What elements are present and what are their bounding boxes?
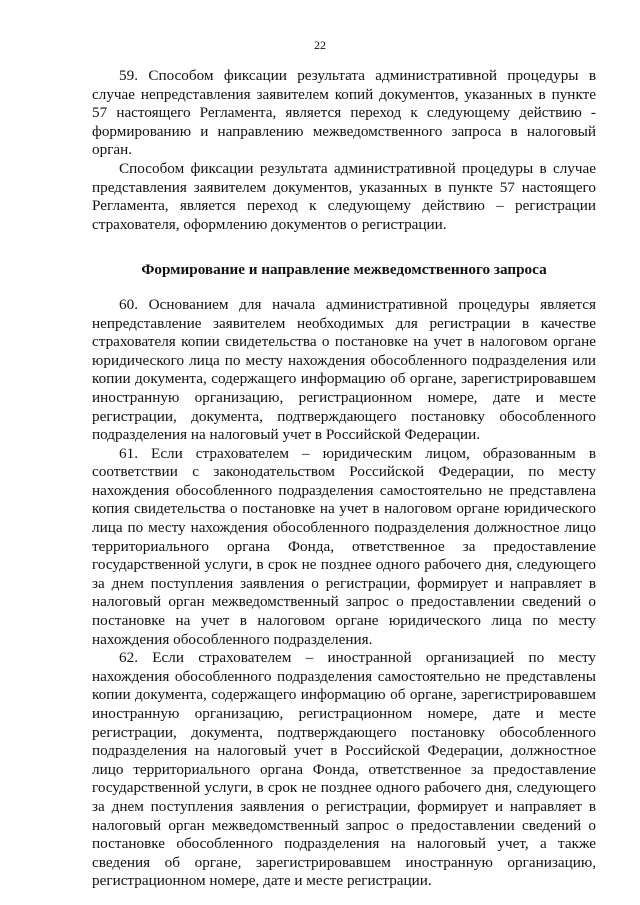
paragraph-61: 61. Если страхователем – юридическим лицом, образованным в соответствии с законодательством Российской Федерации, по месту нахождения обособленного подразделения самостоятельно не представлена копия свидетельства о постановке на учет в налоговом органе юридического лица по месту нахождения обособленного подразделения должностное лицо территориального органа Фонда, ответственное за предоставление государственной услуги, в срок не позднее одного рабочего дня, следующего за днем поступления заявления о регистрации, формирует и направляет в налоговый орган межведомственный запрос о предоставлении сведений о постановке на учет в налоговом органе юридического лица по месту нахождения обособленного подразделения. — [92, 444, 596, 648]
paragraph-59: 59. Способом фиксации результата административной процедуры в случае непредставления заявителем копий документов, указанных в пункте 57 настоящего Регламента, является переход к следующему действию - формированию и направлению межведомственного запроса в налоговый орган. — [92, 67, 596, 159]
paragraph-62: 62. Если страхователем – иностранной организацией по месту нахождения обособленного подразделения самостоятельно не представлены копии документа, содержащего информацию об органе, зарегистрировавшем иностранную организацию, регистрационном номере, дате и месте регистрации, документа, подтверждающего постановку обособленного подразделения на налоговый учет в Российской Федерации, должностное лицо территориального органа Фонда, ответственное за предоставление государственной услуги, в срок не позднее одного рабочего дня, следующего за днем поступления заявления о регистрации, формирует и направляет в налоговый орган межведомственный запрос о предоставлении сведений о постановке обособленного подразделения на налоговый учет, а также сведения об органе, зарегистрировавшем иностранную организацию, регистрационном номере, дате и месте регистрации. — [92, 649, 596, 890]
section-heading: Формирование и направление межведомственного запроса — [141, 261, 547, 279]
paragraph-59-continuation: Способом фиксации результата административной процедуры в случае представления заявителем документов, указанных в пункте 57 настоящего Регламента, является переход к следующему действию – регистрации страхователя, оформлению документов о регистрации. — [92, 159, 596, 233]
document-body — [92, 67, 596, 891]
paragraph-60: 60. Основанием для начала административной процедуры является непредставление заявителем необходимых для регистрации в качестве страхователя копии свидетельства о постановке на учет в налоговом органе юридического лица по месту нахождения обособленного подразделения или копии документа, содержащего информацию об органе, зарегистрировавшем иностранную организацию, регистрационном номере, дате и месте регистрации, документа, подтверждающего постановку обособленного подразделения на налоговый учет в Российской Федерации. — [92, 295, 596, 444]
page-number: 22 — [314, 38, 326, 52]
